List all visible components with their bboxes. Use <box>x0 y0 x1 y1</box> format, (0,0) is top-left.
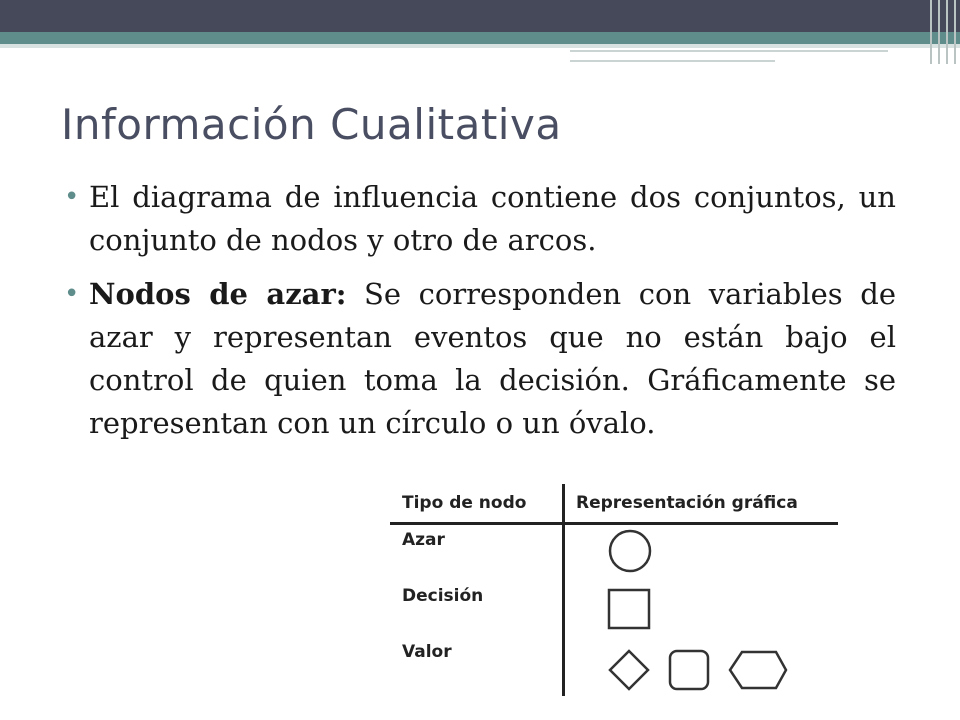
table-header-type: Tipo de nodo <box>402 493 527 513</box>
decorative-vertical-lines <box>924 0 960 64</box>
bullet-lead: Nodos de azar: <box>89 277 347 311</box>
slide-title: Información Cualitativa <box>61 100 562 149</box>
hexagon-icon <box>730 652 786 688</box>
node-type-table <box>390 484 838 696</box>
table-header-representation: Representación gráfica <box>576 493 798 513</box>
circle-icon <box>610 531 650 571</box>
bullet-item <box>58 273 896 445</box>
bullet-dot-icon: • <box>64 182 80 212</box>
band-light <box>0 44 960 48</box>
rounded-square-icon <box>670 651 708 689</box>
band-dark <box>0 0 960 32</box>
band-line <box>570 60 775 62</box>
band-teal <box>0 32 960 44</box>
bullet-text: El diagrama de influencia contiene dos conjuntos, un conjunto de nodos y otro de arcos. <box>89 180 896 257</box>
square-icon <box>609 590 649 628</box>
table-row-label-valor: Valor <box>402 642 452 662</box>
bullet-item <box>58 176 896 262</box>
bullet-text: Se corresponden con variables de azar y representan eventos que no están bajo el control de quien toma la decisión. Gráficamente se representan con un círculo o un óvalo. <box>89 277 896 440</box>
table-row-label-azar: Azar <box>402 530 445 550</box>
diamond-icon <box>610 651 648 689</box>
bullet-dot-icon: • <box>64 279 80 309</box>
bullet-list <box>58 176 896 456</box>
table-row-label-decision: Decisión <box>402 586 484 606</box>
node-shapes <box>390 484 838 696</box>
band-line <box>570 50 888 52</box>
